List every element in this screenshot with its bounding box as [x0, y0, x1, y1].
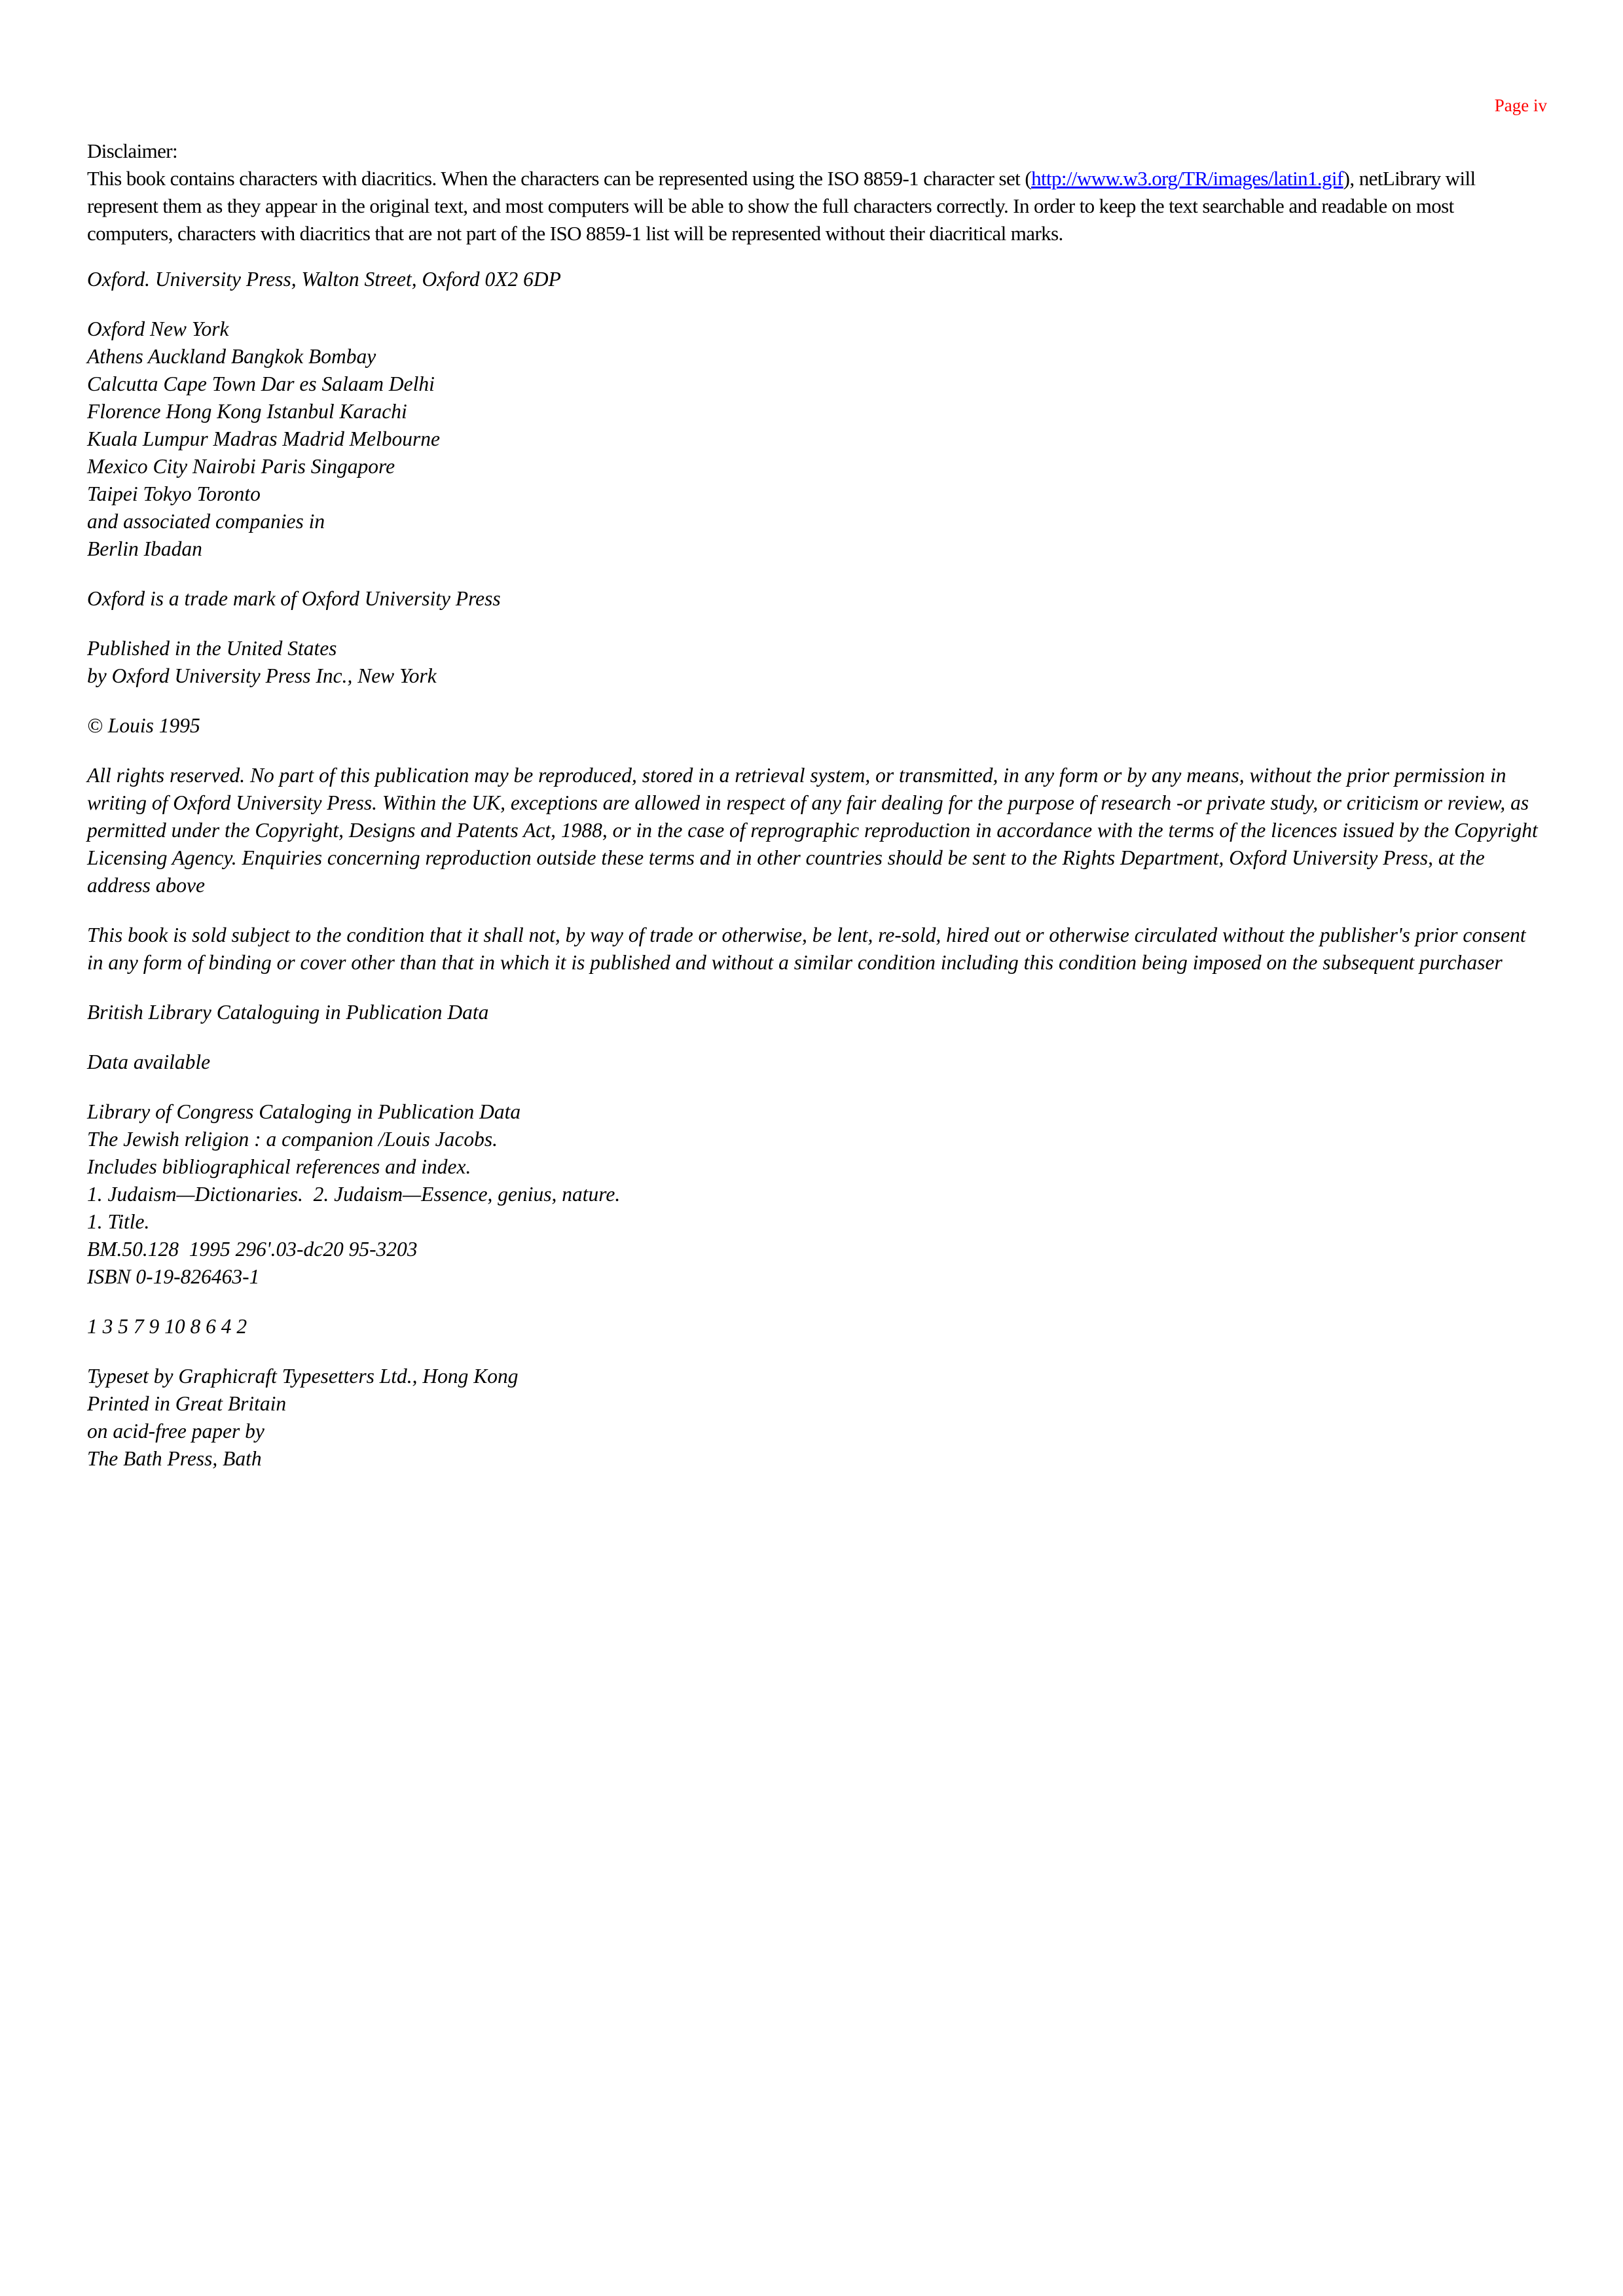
- copyright-notice: [87, 712, 1541, 740]
- disclaimer-section: [87, 137, 1541, 247]
- typeset-printer-info: [87, 1363, 1541, 1473]
- loc-line: Includes bibliographical references and index.: [87, 1155, 471, 1178]
- copyright-page-content: [87, 137, 1541, 1495]
- loc-cataloging-data: [87, 1098, 1541, 1291]
- published-line: Published in the United States: [87, 637, 337, 660]
- typeset-line: Printed in Great Britain: [87, 1392, 287, 1415]
- page-number: Page iv: [1494, 96, 1547, 115]
- published-line: by Oxford University Press Inc., New York: [87, 664, 437, 687]
- printing-numbers: 1 3 5 7 9 10 8 6 4 2: [87, 1315, 247, 1338]
- typeset-line: The Bath Press, Bath: [87, 1447, 262, 1470]
- data-available-note: [87, 1049, 1541, 1076]
- city-list: [87, 315, 1541, 563]
- printing-line: [87, 1313, 1541, 1340]
- city-line: Kuala Lumpur Madras Madrid Melbourne: [87, 427, 441, 450]
- publisher-address: [87, 266, 1541, 293]
- loc-line: BM.50.128 1995 296'.03-dc20 95-3203: [87, 1238, 418, 1261]
- city-line: Athens Auckland Bangkok Bombay: [87, 345, 376, 368]
- british-library-line: British Library Cataloguing in Publication Data: [87, 1001, 489, 1024]
- city-line: Calcutta Cape Town Dar es Salaam Delhi: [87, 372, 435, 395]
- city-line: and associated companies in: [87, 510, 325, 533]
- published-in: [87, 635, 1541, 690]
- loc-line: Library of Congress Cataloging in Publication Data: [87, 1100, 521, 1123]
- city-line: Florence Hong Kong Istanbul Karachi: [87, 400, 407, 423]
- sale-condition-paragraph: This book is sold subject to the condition that it shall not, by way of trade or otherwise, be lent, re-sold, hired out or otherwise circulated without the publisher's prior consent in any form of binding or cover other than that in which it is published and without a similar condition including this condition being imposed on the subsequent purchaser: [87, 924, 1526, 974]
- british-library-heading: [87, 999, 1541, 1026]
- city-line: Taipei Tokyo Toronto: [87, 482, 261, 505]
- disclaimer-text-end: ), netLibrary will represent them as they appear in the original text, and most computers will be able to show the full characters correctly. In order to keep the text searchable and readable on most computers, characters with diacritics that are not part of the ISO 8859-1 list will be represented without their diacritical marks.: [87, 167, 1476, 245]
- disclaimer-text-start: This book contains characters with diacritics. When the characters can be represented using the ISO 8859-1 character set (: [87, 167, 1032, 190]
- loc-line: ISBN 0-19-826463-1: [87, 1265, 260, 1288]
- typeset-line: on acid-free paper by: [87, 1420, 264, 1443]
- loc-line: 1. Title.: [87, 1210, 150, 1233]
- latin1-charset-link[interactable]: http://www.w3.org/TR/images/latin1.gif: [1031, 167, 1343, 190]
- copyright-line: © Louis 1995: [87, 714, 200, 737]
- loc-line: 1. Judaism—Dictionaries. 2. Judaism—Essence, genius, nature.: [87, 1183, 621, 1206]
- rights-paragraph: All rights reserved. No part of this publication may be reproduced, stored in a retrieval system, or transmitted, in any form or by any means, without the prior permission in writing of Oxford University Press. Within the UK, exceptions are allowed in respect of any fair dealing for the purpose of research -or private study, or criticism or review, as permitted under the Copyright, Designs and Patents Act, 1988, or in the case of reprographic reproduction in accordance with the terms of the licences issued by the Copyright Licensing Agency. Enquiries concerning reproduction outside these terms and in other countries should be sent to the Rights Department, Oxford University Press, at the address above: [87, 764, 1538, 897]
- disclaimer-heading: Disclaimer:: [87, 139, 178, 162]
- trademark-line: Oxford is a trade mark of Oxford University Press: [87, 587, 501, 610]
- typeset-line: Typeset by Graphicraft Typesetters Ltd., Hong Kong: [87, 1365, 519, 1388]
- city-line: Mexico City Nairobi Paris Singapore: [87, 455, 395, 478]
- loc-line: The Jewish religion : a companion /Louis Jacobs.: [87, 1128, 498, 1151]
- city-line: Oxford New York: [87, 317, 229, 340]
- data-available-line: Data available: [87, 1050, 211, 1073]
- address-line: Oxford. University Press, Walton Street, Oxford 0X2 6DP: [87, 268, 561, 291]
- city-line: Berlin Ibadan: [87, 537, 202, 560]
- trademark-notice: [87, 585, 1541, 613]
